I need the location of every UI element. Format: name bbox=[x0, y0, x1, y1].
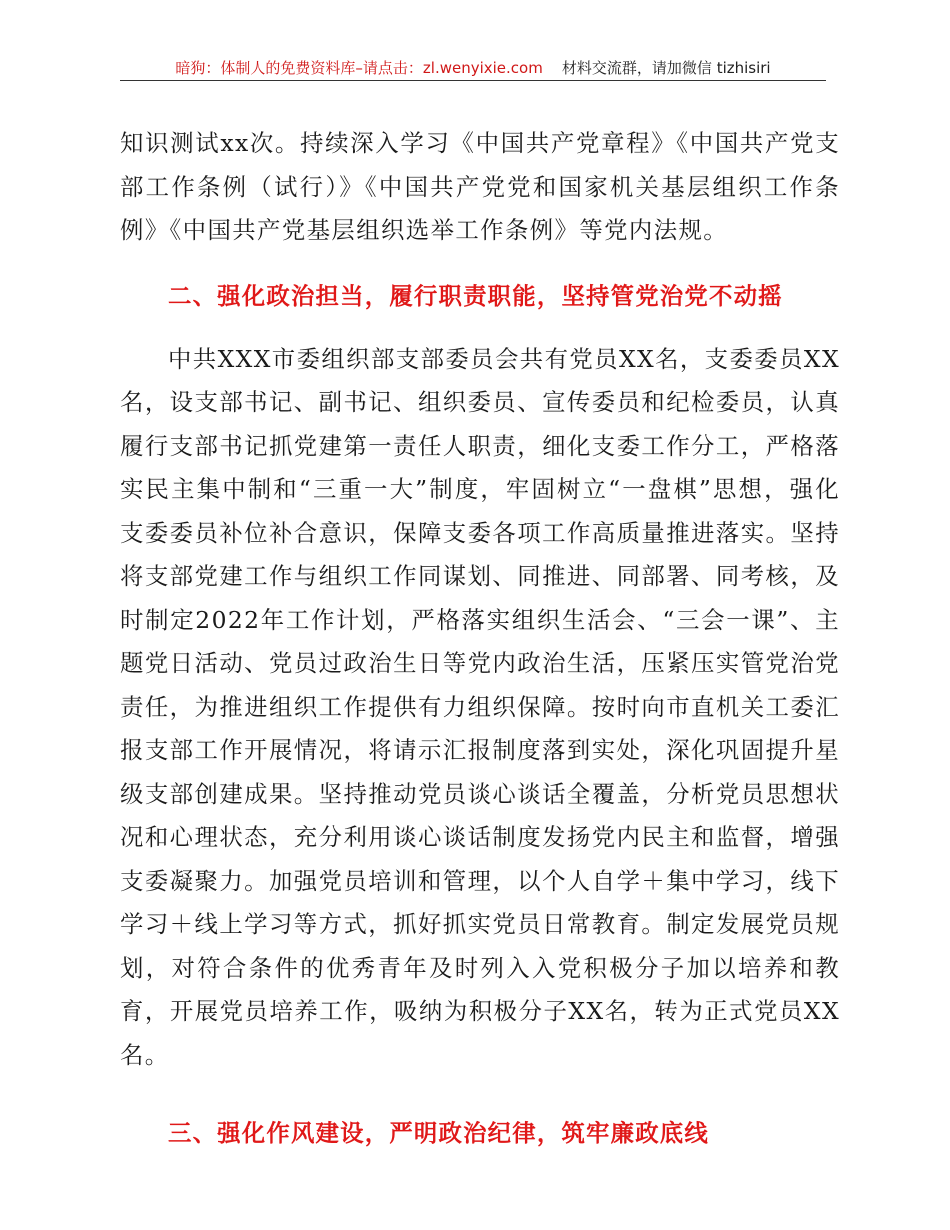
section-2-heading: 二、强化政治担当，履行职责职能，坚持管党治党不动摇 bbox=[168, 281, 783, 310]
header-divider bbox=[120, 80, 826, 81]
section-3-heading: 三、强化作风建设，严明政治纪律，筑牢廉政底线 bbox=[168, 1119, 709, 1147]
section-2-paragraph: 中共XXX市委组织部支部委员会共有党员XX名，支委委员XX名，设支部书记、副书记、组织委员、宣传委员和纪检委员，认真履行支部书记抓党建第一责任人职责，细化支委工作分工，严格落实民主集中制和“三重一大”制度，牢固树立“一盘棋”思想，强化支委委员补位补合意识，保障支委各项工作高质量推进落实。坚持将支部党建工作与组织工作同谋划、同推进、同部署、同考核，及时制定2022年工作计划，严格落实组织生活会、“三会一课”、主题党日活动、党员过政治生日等党内政治生活，压紧压实管党治党责任，为推进组织工作提供有力组织保障。按时向市直机关工委汇报支部工作开展情况，将请示汇报制度落到实处，深化巩固提升星级支部创建成果。坚持推动党员谈心谈话全覆盖，分析党员思想状况和心理状态，充分利用谈心谈话制度发扬党内民主和监督，增强支委凝聚力。加强党员培训和管理，以个人自学＋集中学习，线下学习＋线上学习等方式，抓好抓实党员日常教育。制定发展党员规划，对符合条件的优秀青年及时列入入党积极分子加以培养和教育，开展党员培养工作，吸纳为积极分子XX名，转为正式党员XX名。 bbox=[120, 344, 840, 1069]
intro-paragraph: 知识测试xx次。持续深入学习《中国共产党章程》《中国共产党支部工作条例（试行）》《中国共产党党和国家机关基层组织工作条例》《中国共产党基层组织选举工作条例》等党内法规。 bbox=[120, 129, 840, 244]
document-body bbox=[120, 122, 840, 1155]
header-link-prompt[interactable]: –请点击：zl.wenyixie.com bbox=[355, 59, 543, 77]
header-brand: 暗狗：体制人的免费资料库 bbox=[175, 59, 356, 77]
header-wechat-note: 材料交流群，请加微信 tizhisiri bbox=[561, 59, 771, 77]
page-header bbox=[120, 56, 826, 80]
